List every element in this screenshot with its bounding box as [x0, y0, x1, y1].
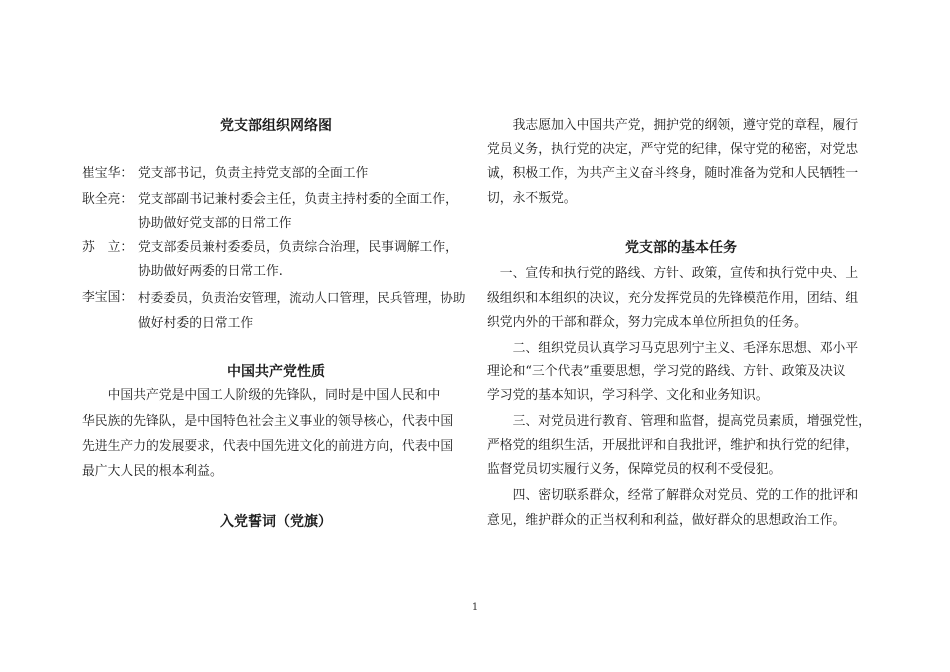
member-role-line: 协助做好党支部的日常工作: [138, 216, 292, 231]
paragraph-line: 中国共产党是中国工人阶级的先锋队，同时是中国人民和中: [82, 388, 441, 403]
page-number: 1: [471, 602, 479, 613]
paragraph-line: 二、组织党员认真学习马克思列宁主义、毛泽东思想、邓小平: [487, 341, 859, 356]
paragraph-line: 理论和“三个代表”重要思想，学习党的路线、方针、政策及决议: [487, 364, 846, 379]
org-network-title: 党支部组织网络图: [220, 118, 332, 134]
member-name: 苏 立：: [82, 240, 134, 255]
paragraph-line: 三、对党员进行教育、管理和监督，提高党员素质，增强党性，: [487, 414, 871, 429]
oath-title: 入党誓词（党旗）: [220, 514, 332, 530]
paragraph-line: 监督党员切实履行义务，保障党员的权利不受侵犯。: [487, 462, 782, 477]
paragraph-line: 党员义务，执行党的决定，严守党的纪律，保守党的秘密，对党忠: [487, 142, 859, 157]
member-role-line: 党支部书记，负责主持党支部的全面工作: [138, 166, 369, 181]
member-role-line: 党支部委员兼村委委员，负责综合治理，民事调解工作，: [138, 240, 458, 255]
paragraph-line: 严格党的组织生活，开展批评和自我批评，维护和执行党的纪律，: [487, 438, 859, 453]
paragraph-line: 意见，维护群众的正当权利和利益，做好群众的思想政治工作。: [487, 513, 846, 528]
paragraph-line: 一、宣传和执行党的路线、方针、政策，宣传和执行党中央、上: [487, 266, 859, 281]
member-name: 李宝国：: [82, 290, 134, 305]
member-name: 崔宝华：: [82, 166, 134, 181]
paragraph-line: 诚，积极工作，为共产主义奋斗终身，随时准备为党和人民牺牲一: [487, 166, 859, 181]
paragraph-line: 最广大人民的根本利益。: [82, 464, 223, 479]
paragraph-line: 先进生产力的发展要求，代表中国先进文化的前进方向，代表中国: [82, 439, 454, 454]
member-role-line: 协助做好两委的日常工作.: [138, 264, 283, 279]
member-role-line: 党支部副书记兼村委会主任，负责主持村委的全面工作，: [138, 192, 458, 207]
paragraph-line: 华民族的先锋队，是中国特色社会主义事业的领导核心，代表中国: [82, 414, 454, 429]
paragraph-line: 四、密切联系群众，经常了解群众对党员、党的工作的批评和: [487, 488, 859, 503]
member-name: 耿全亮：: [82, 192, 134, 207]
paragraph-line: 学习党的基本知识，学习科学、文化和业务知识。: [487, 388, 769, 403]
party-nature-title: 中国共产党性质: [227, 364, 325, 380]
basic-tasks-title: 党支部的基本任务: [625, 240, 737, 256]
paragraph-line: 织党内外的干部和群众，努力完成本单位所担负的任务。: [487, 315, 807, 330]
paragraph-line: 我志愿加入中国共产党，拥护党的纲领，遵守党的章程，履行: [487, 118, 859, 133]
paragraph-line: 级组织和本组织的决议，充分发挥党员的先锋模范作用，团结、组: [487, 291, 859, 306]
member-role-line: 村委委员，负责治安管理，流动人口管理，民兵管理，协助: [138, 290, 466, 305]
paragraph-line: 切，永不叛党。: [487, 191, 577, 206]
member-role-line: 做好村委的日常工作: [138, 316, 254, 331]
